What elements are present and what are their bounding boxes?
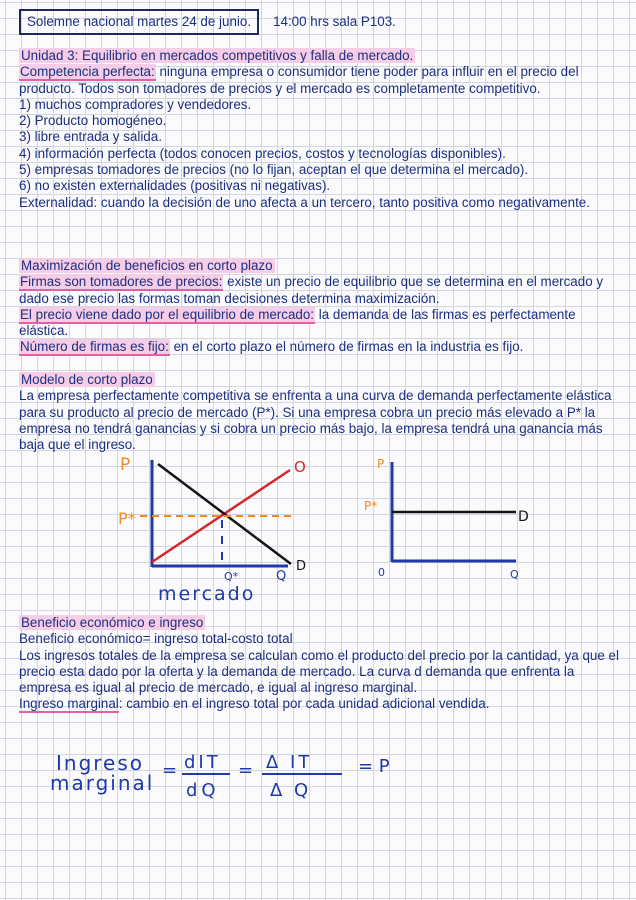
short-run-title: Modelo de corto plazo: [21, 372, 153, 387]
benefit-section: [19, 615, 619, 713]
eq-frac1-den: dQ: [186, 780, 220, 801]
eq-equals-2: =: [238, 760, 254, 781]
unit3-title: Unidad 3: Equilibrio en mercados competitivos y falla de mercado.: [21, 48, 414, 63]
max-term-3: Número de firmas es fijo:: [20, 339, 169, 355]
max-point-3: [19, 339, 619, 355]
benefit-title: Beneficio económico e ingreso: [21, 615, 204, 630]
max-text-3: en el corto plazo el número de firmas en la industria es fijo.: [169, 339, 524, 355]
exam-time: 14:00 hrs sala P103.: [273, 13, 396, 29]
unit3-item-4: 4) información perfecta (todos conocen precios, costos y tecnologías disponibles).: [19, 145, 506, 161]
max-point-2: [19, 307, 619, 340]
eq-rhs: = P: [358, 756, 390, 777]
firm-x-label: Q: [510, 568, 519, 581]
eq-equals-1: =: [162, 760, 178, 781]
max-term-2: El precio viene dado por el equilibrio de mercado:: [20, 306, 315, 322]
unit3-section: [19, 48, 619, 211]
firm-pstar-label: P*: [364, 499, 378, 513]
max-text-2: la demanda de las firmas es perfectamente elástica.: [19, 306, 576, 339]
max-point-1: [19, 274, 619, 307]
mr-term: Ingreso marginal: [19, 696, 119, 712]
max-term-1: Firmas son tomadores de precios:: [20, 274, 223, 290]
max-text-1: existe un precio de equilibrio que se determina en el mercado y dado ese precio las formas toman decisiones determina maximización.: [19, 274, 604, 306]
externality-definition: Externalidad: cuando la decisión de uno afecta a un tercero, tanto positiva como negativamente.: [19, 194, 590, 210]
market-graph: [108, 450, 318, 610]
def-text: ninguna empresa o consumidor tiene poder para influir en el precio del producto. Todos son tomadores de precios y el mercado es completamente competitivo.: [19, 64, 579, 96]
demand-curve: [158, 464, 291, 564]
header: [19, 10, 396, 34]
maximization-title: Maximización de beneficios en corto plazo: [21, 258, 273, 273]
eq-lhs-line1: Ingreso: [56, 751, 145, 775]
marginal-revenue-equation: [48, 748, 408, 808]
pstar-label: P*: [118, 509, 136, 528]
firm-graph: [360, 450, 560, 585]
market-y-label: P: [120, 455, 131, 475]
qstar-label: Q*: [224, 570, 239, 583]
unit3-item-1: 1) muchos compradores y vendedores.: [19, 96, 252, 112]
maximization-section: [19, 258, 619, 356]
unit3-item-5: 5) empresas tomadores de precios (no lo fijan, aceptan el que determina el mercado).: [19, 162, 529, 178]
eq-frac2-den: Δ Q: [270, 780, 312, 801]
firm-demand-label: D: [518, 509, 529, 525]
short-run-section: [19, 372, 619, 453]
benefit-text: Los ingresos totales de la empresa se calculan como el producto del precio por la cantidad, ya que el precio esta dado por la oferta y la demanda de mercado. La curva d demanda que enfrenta la empresa es igual al precio de mercado, e igual al ingreso marginal.: [19, 647, 619, 696]
supply-label: O: [294, 458, 306, 476]
demand-label: D: [296, 559, 307, 574]
market-x-label: Q: [276, 569, 287, 584]
benefit-formula: Beneficio económico= ingreso total-costo total: [19, 631, 293, 647]
firm-y-label: P: [377, 457, 385, 471]
unit3-definition: [19, 64, 619, 97]
firm-origin-label: 0: [378, 566, 385, 579]
unit3-item-2: 2) Producto homogéneo.: [19, 113, 167, 129]
marginal-revenue-def: [19, 696, 619, 712]
def-term: Competencia perfecta:: [20, 64, 155, 80]
eq-frac1-num: dIT: [184, 752, 221, 773]
exam-box: Solemne nacional martes 24 de junio.: [19, 9, 259, 35]
unit3-item-3: 3) libre entrada y salida.: [19, 129, 162, 145]
market-caption: mercado: [158, 583, 256, 605]
eq-frac2-num: Δ IT: [266, 752, 313, 773]
mr-text: : cambio en el ingreso total por cada unidad adicional vendida.: [118, 696, 490, 712]
unit3-item-6: 6) no existen externalidades (positivas ni negativas).: [19, 178, 331, 194]
short-run-text: La empresa perfectamente competitiva se enfrenta a una curva de demanda perfectamente elástica para su producto al precio de mercado (P*). Si una empresa cobra un precio más elevado a P* la empresa no tendrá ganancias y si cobra un precio más bajo, la empresa tendrá una ganancia más baja que el ingreso.: [19, 388, 612, 453]
eq-lhs-line2: marginal: [50, 771, 155, 795]
